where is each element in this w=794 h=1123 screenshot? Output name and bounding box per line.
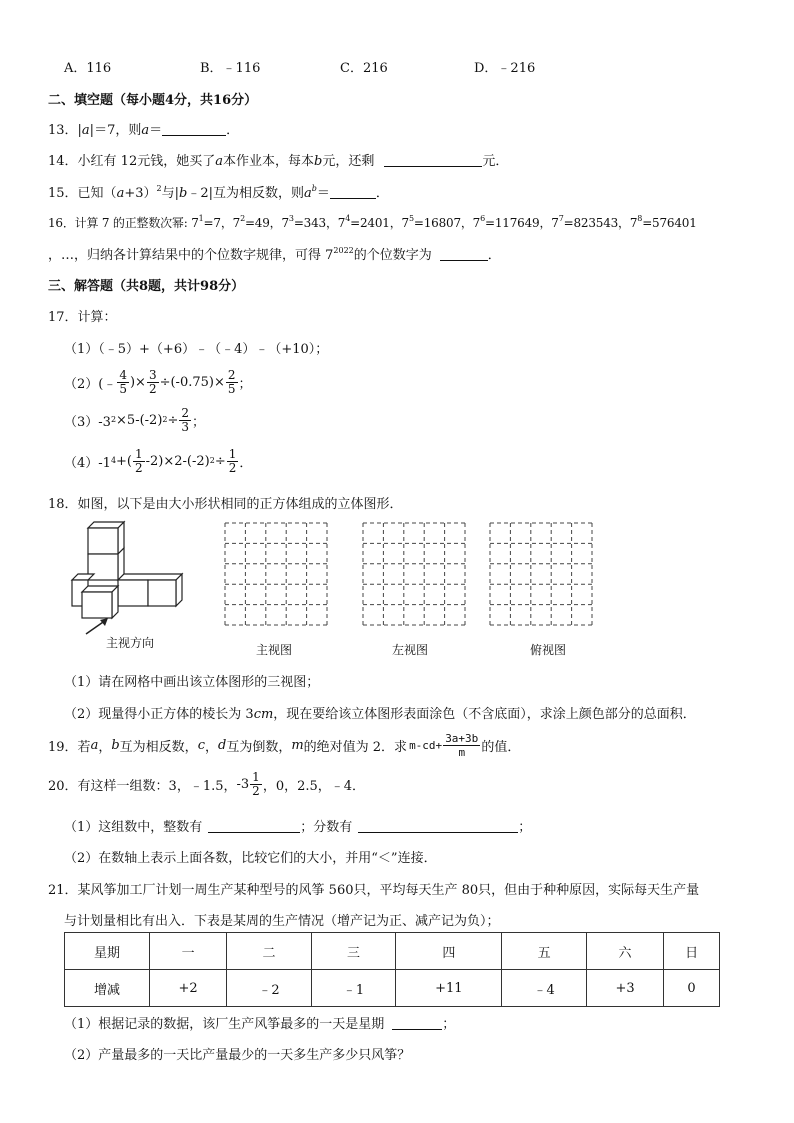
q21-part1: （1）根据记录的数据，该厂生产风筝最多的一天是星期 ； bbox=[64, 1017, 456, 1032]
table-cell: 五 bbox=[502, 933, 587, 970]
question-20: 20． 有这样一组数：3，﹣1.5， -3 $\frac{1}{2}$ ，0，2.5，﹣4． bbox=[48, 769, 366, 798]
q18-part2: （2）现量得小正方体的棱长为 3cm，现在要给该立体图形表面涂色（不含底面），求涂上颜色部分的总面积． bbox=[64, 707, 696, 722]
option-b: B．﹣116 bbox=[200, 61, 261, 76]
table-cell: 增减 bbox=[65, 970, 150, 1007]
question-19: 19． 若 a ， b 互为相反数， c ， d 互为倒数， m 的绝对值为 2．求 m-cd+ $\frac{3a+3b}{m}$ 的值． bbox=[48, 731, 521, 759]
q17-part3: （3）-3 2 ×5-(-2) 2 ÷ $\frac{2}{3}$ ； bbox=[64, 405, 206, 434]
q17-part4: （4）-1 4 +( $\frac{1}{2}$ -2)×2-(-2) 2 ÷ $\frac{1}{2}$ ． bbox=[64, 446, 253, 475]
left-view-grid bbox=[362, 522, 466, 626]
q17-part2: （2）(﹣ $\frac{4}{5}$ )× $\frac{3}{2}$ ÷(-0.75)× $\frac{2}{5}$ ； bbox=[64, 367, 252, 396]
table-cell: 三 bbox=[311, 933, 396, 970]
table-cell: +3 bbox=[586, 970, 663, 1007]
table-cell: 0 bbox=[664, 970, 720, 1007]
answer-blank bbox=[162, 123, 226, 136]
table-cell: ﹣4 bbox=[502, 970, 587, 1007]
table-row bbox=[65, 970, 720, 1007]
question-16-line2: ，…，归纳各计算结果中的个位数字规律，可得 $7^{2022}$的个位数字为 ． bbox=[48, 246, 501, 263]
question-13: 13．|a|＝7，则a＝ ． bbox=[48, 123, 240, 138]
question-21-line2: 与计划量相比有出入．下表是某周的生产情况（增产记为正、减产记为负）； bbox=[64, 914, 500, 929]
q20-part1: （1）这组数中，整数有 ；分数有 ； bbox=[64, 820, 532, 835]
front-view-caption: 主视图 bbox=[256, 643, 293, 657]
table-cell: 星期 bbox=[65, 933, 150, 970]
table-cell: ﹣1 bbox=[311, 970, 396, 1007]
answer-blank bbox=[358, 820, 518, 833]
q21-part2: （2）产量最多的一天比产量最少的一天多生产多少只风筝？ bbox=[64, 1048, 411, 1063]
answer-blank bbox=[330, 186, 376, 199]
table-cell: 六 bbox=[586, 933, 663, 970]
table-cell: 二 bbox=[227, 933, 312, 970]
main-direction-caption: 主视方向 bbox=[106, 636, 155, 650]
question-21: 21．某风筝加工厂计划一周生产某种型号的风筝 560只，平均每天生产 80只，但由于种种原因，实际每天生产量 bbox=[48, 883, 700, 898]
question-15: 15．已知$(a+3)^2$与|b﹣2|互为相反数，则$a^b=$ ． bbox=[48, 184, 389, 201]
q20-part2: （2）在数轴上表示上面各数，比较它们的大小，并用“＜”连接． bbox=[64, 851, 437, 866]
top-view-grid bbox=[489, 522, 593, 626]
answer-blank bbox=[208, 820, 300, 833]
answer-blank bbox=[392, 1017, 442, 1030]
table-cell: ﹣2 bbox=[227, 970, 312, 1007]
table-cell: 一 bbox=[150, 933, 227, 970]
left-view-caption: 左视图 bbox=[392, 643, 429, 657]
answer-blank bbox=[384, 154, 482, 167]
question-18: 18．如图，以下是由大小形状相同的正方体组成的立体图形． bbox=[48, 497, 403, 512]
option-d: D．﹣216 bbox=[474, 61, 536, 76]
table-header-row bbox=[65, 933, 720, 970]
table-cell: +2 bbox=[150, 970, 227, 1007]
q18-part1: （1）请在网格中画出该立体图形的三视图； bbox=[64, 675, 320, 690]
cube-solid-figure bbox=[64, 518, 194, 638]
option-a: A．116 bbox=[64, 61, 112, 76]
question-16: 16．计算 7 的正整数次幂: $7^1=7$，$7^2=49$，$7^3=343$，$7^4=2401$，$7^5=16807$，$7^6=117649$，$7^7=823543$，$7^8=576401$ bbox=[48, 214, 697, 230]
table-cell: 四 bbox=[396, 933, 502, 970]
question-17: 17．计算： bbox=[48, 310, 117, 325]
q17-part1: （1）（﹣5）+（+6）﹣（﹣4）﹣（+10）； bbox=[64, 342, 329, 357]
section2-title: 二、填空题（每小题4分，共16分） bbox=[48, 93, 258, 108]
production-table bbox=[64, 932, 720, 1007]
top-view-caption: 俯视图 bbox=[530, 643, 567, 657]
question-14: 14．小红有 12元钱，她买了a本作业本，每本b元，还剩 元． bbox=[48, 154, 509, 169]
option-c: C．216 bbox=[340, 61, 388, 76]
table-cell: 日 bbox=[664, 933, 720, 970]
table-cell: +11 bbox=[396, 970, 502, 1007]
front-view-grid bbox=[224, 522, 328, 626]
section3-title: 三、解答题（共8题，共计98分） bbox=[48, 279, 245, 294]
answer-blank bbox=[440, 248, 488, 261]
